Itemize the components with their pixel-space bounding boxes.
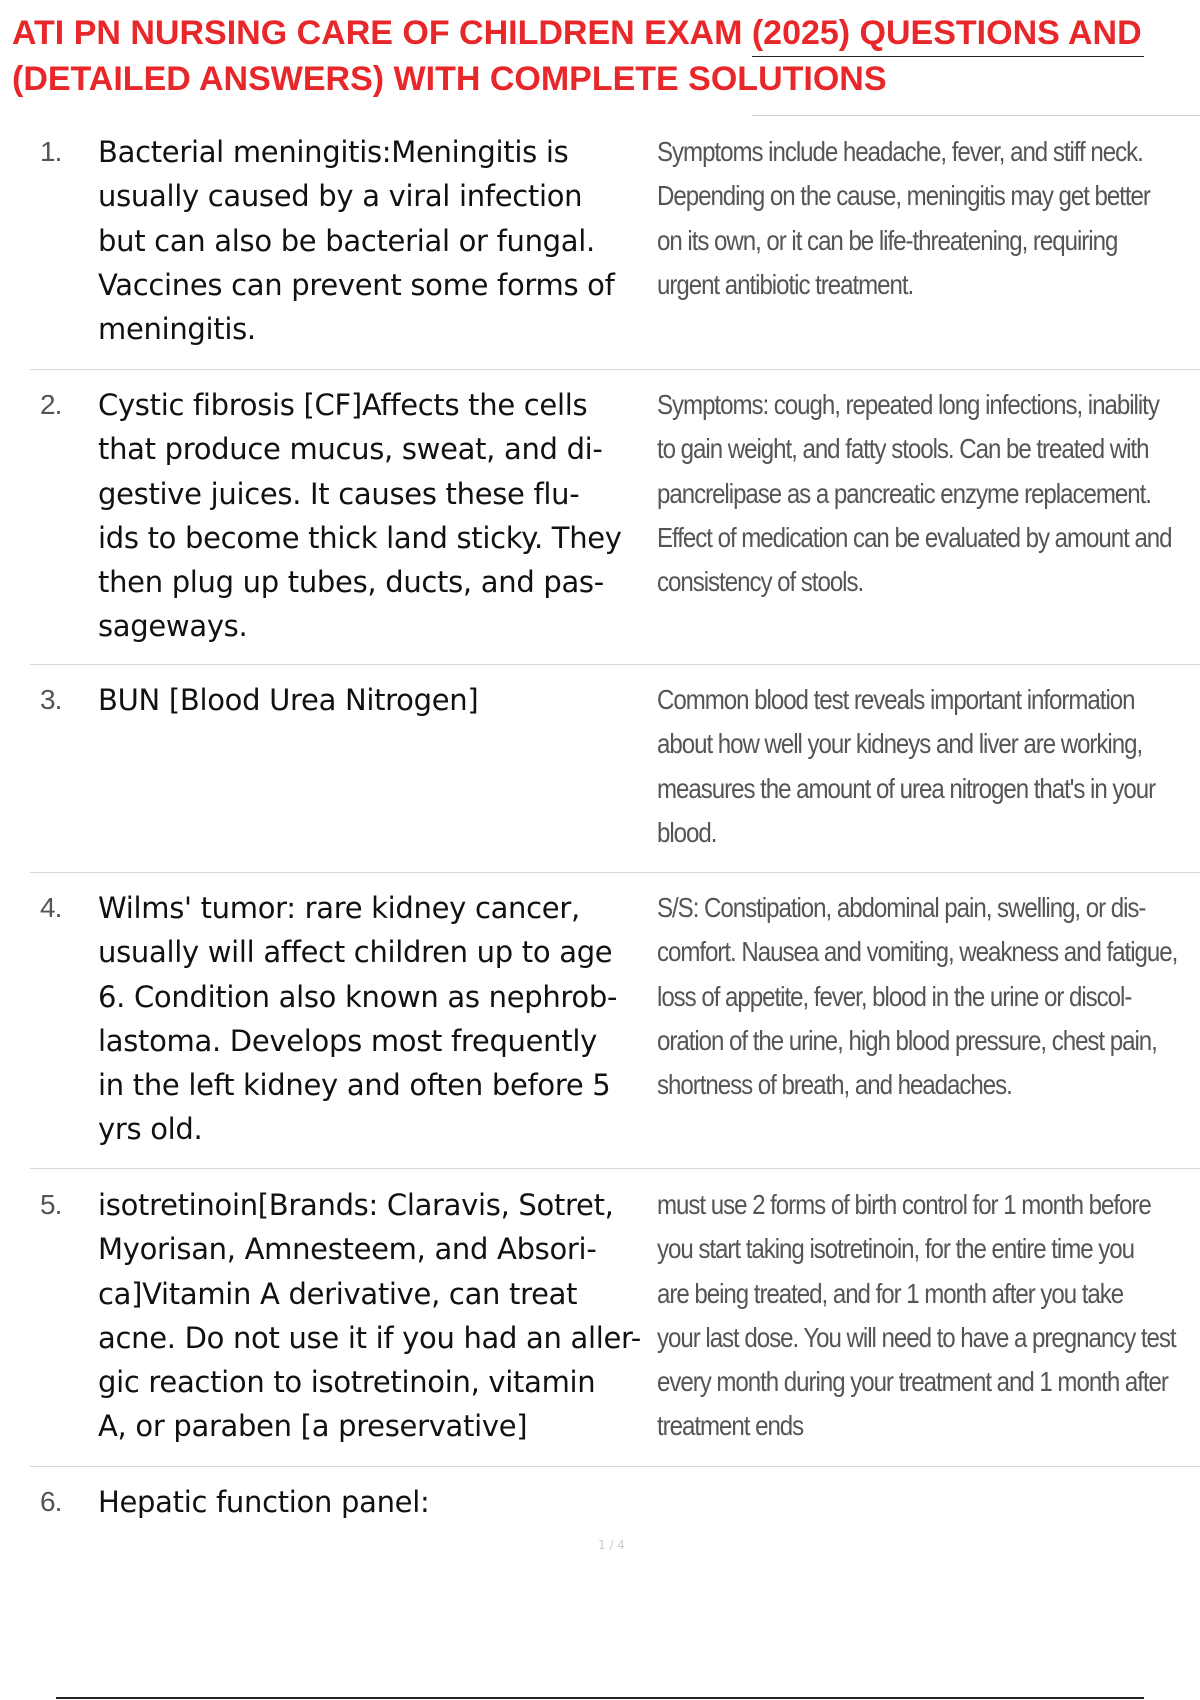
page-indicator: 1 / 4 xyxy=(598,1538,625,1552)
flashcard-row-5 xyxy=(30,1183,1200,1467)
term-line: meningitis. xyxy=(98,312,256,347)
flashcard-row-1 xyxy=(30,130,1200,370)
definition-line: measures the amount of urea nitrogen that's in your xyxy=(657,772,1156,804)
term-line: gestive juices. It causes these flu- xyxy=(98,476,580,511)
card-number: 5. xyxy=(40,1189,62,1220)
footer-rule xyxy=(56,1697,1144,1699)
flashcard-row-3 xyxy=(30,678,1200,873)
term-line: lastoma. Develops most frequently xyxy=(98,1023,597,1058)
definition-line: are being treated, and for 1 month after you take xyxy=(657,1277,1124,1309)
card-term xyxy=(98,1480,658,1524)
term-line: 6. Condition also known as nephrob- xyxy=(98,979,618,1014)
definition-line: your last dose. You will need to have a pregnancy test xyxy=(657,1321,1176,1353)
term-line: Cystic fibrosis [CF]Affects the cells xyxy=(98,388,588,422)
term-line: Bacterial meningitis:Meningitis is xyxy=(98,135,569,169)
card-term xyxy=(98,886,658,1152)
definition-line: Common blood test reveals important information xyxy=(657,684,1135,715)
card-definition xyxy=(657,886,1178,1107)
card-term xyxy=(98,130,658,351)
definition-line: every month during your treatment and 1 month after xyxy=(657,1366,1168,1398)
definition-line: about how well your kidneys and liver are working, xyxy=(657,728,1143,760)
term-line: Hepatic function panel: xyxy=(98,1485,430,1519)
term-line: Wilms' tumor: rare kidney cancer, xyxy=(98,891,580,925)
definition-line: Depending on the cause, meningitis may get better xyxy=(657,180,1150,212)
card-number: 6. xyxy=(40,1486,62,1517)
card-term xyxy=(98,1183,658,1449)
card-term xyxy=(98,383,658,649)
term-line: in the left kidney and often before 5 xyxy=(98,1068,611,1103)
card-number: 1. xyxy=(40,136,62,167)
definition-line: blood. xyxy=(657,816,717,848)
definition-line: treatment ends xyxy=(657,1410,804,1442)
definition-line: Symptoms include headache, fever, and stiff neck. xyxy=(657,136,1143,167)
term-line: usually will affect children up to age xyxy=(98,935,613,970)
definition-line: urgent antibiotic treatment. xyxy=(657,268,914,300)
definition-line: shortness of breath, and headaches. xyxy=(657,1069,1012,1101)
term-line: Vaccines can prevent some forms of xyxy=(98,267,615,302)
term-line: usually caused by a viral infection xyxy=(98,179,583,214)
term-line: yrs old. xyxy=(98,1112,203,1147)
term-line: sageways. xyxy=(98,609,248,644)
card-definition xyxy=(657,130,1156,307)
term-line: that produce mucus, sweat, and di- xyxy=(98,432,603,467)
title-underline xyxy=(752,56,1144,57)
definition-line: you start taking isotretinoin, for the entire time you xyxy=(657,1233,1134,1265)
flashcard-row-6 xyxy=(30,1480,1200,1530)
definition-line: to gain weight, and fatty stools. Can be treated with xyxy=(657,433,1149,465)
card-number: 2. xyxy=(40,389,62,420)
definition-line: Symptoms: cough, repeated long infections, inability xyxy=(657,389,1159,420)
term-line: ids to become thick land sticky. They xyxy=(98,520,622,555)
flashcard-row-2 xyxy=(30,383,1200,665)
document-title-line-1: ATI PN NURSING CARE OF CHILDREN EXAM (2025) QUESTIONS AND xyxy=(12,14,1142,52)
definition-line: pancrelipase as a pancreatic enzyme replacement. xyxy=(657,477,1151,509)
term-line: A, or paraben [a preservative] xyxy=(98,1409,528,1444)
flashcard-row-4 xyxy=(30,886,1200,1169)
card-definition xyxy=(657,678,1156,855)
term-line: Myorisan, Amnesteem, and Absori- xyxy=(98,1232,597,1267)
title-underline-secondary xyxy=(752,115,1200,116)
term-line: BUN [Blood Urea Nitrogen] xyxy=(98,683,479,717)
card-number: 4. xyxy=(40,892,62,923)
definition-line: comfort. Nausea and vomiting, weakness and fatigue, xyxy=(657,936,1178,968)
definition-line: loss of appetite, fever, blood in the urine or discol- xyxy=(657,980,1132,1012)
definition-line: on its own, or it can be life-threatening, requiring xyxy=(657,224,1118,256)
document-title-line-2: (DETAILED ANSWERS) WITH COMPLETE SOLUTIONS xyxy=(12,60,887,98)
term-line: then plug up tubes, ducts, and pas- xyxy=(98,565,604,600)
term-line: acne. Do not use it if you had an aller- xyxy=(98,1320,641,1355)
term-line: gic reaction to isotretinoin, vitamin xyxy=(98,1365,596,1400)
card-definition xyxy=(657,383,1172,604)
card-term xyxy=(98,678,658,722)
definition-line: consistency of stools. xyxy=(657,566,864,598)
definition-line: Effect of medication can be evaluated by amount and xyxy=(657,521,1172,553)
term-line: isotretinoin[Brands: Claravis, Sotret, xyxy=(98,1188,614,1222)
definition-line: must use 2 forms of birth control for 1 month before xyxy=(657,1189,1151,1220)
term-line: but can also be bacterial or fungal. xyxy=(98,223,595,258)
card-number: 3. xyxy=(40,684,62,715)
card-definition xyxy=(657,1183,1176,1449)
term-line: ca]Vitamin A derivative, can treat xyxy=(98,1276,578,1311)
definition-line: S/S: Constipation, abdominal pain, swelling, or dis- xyxy=(657,892,1146,923)
definition-line: oration of the urine, high blood pressure, chest pain, xyxy=(657,1024,1157,1056)
